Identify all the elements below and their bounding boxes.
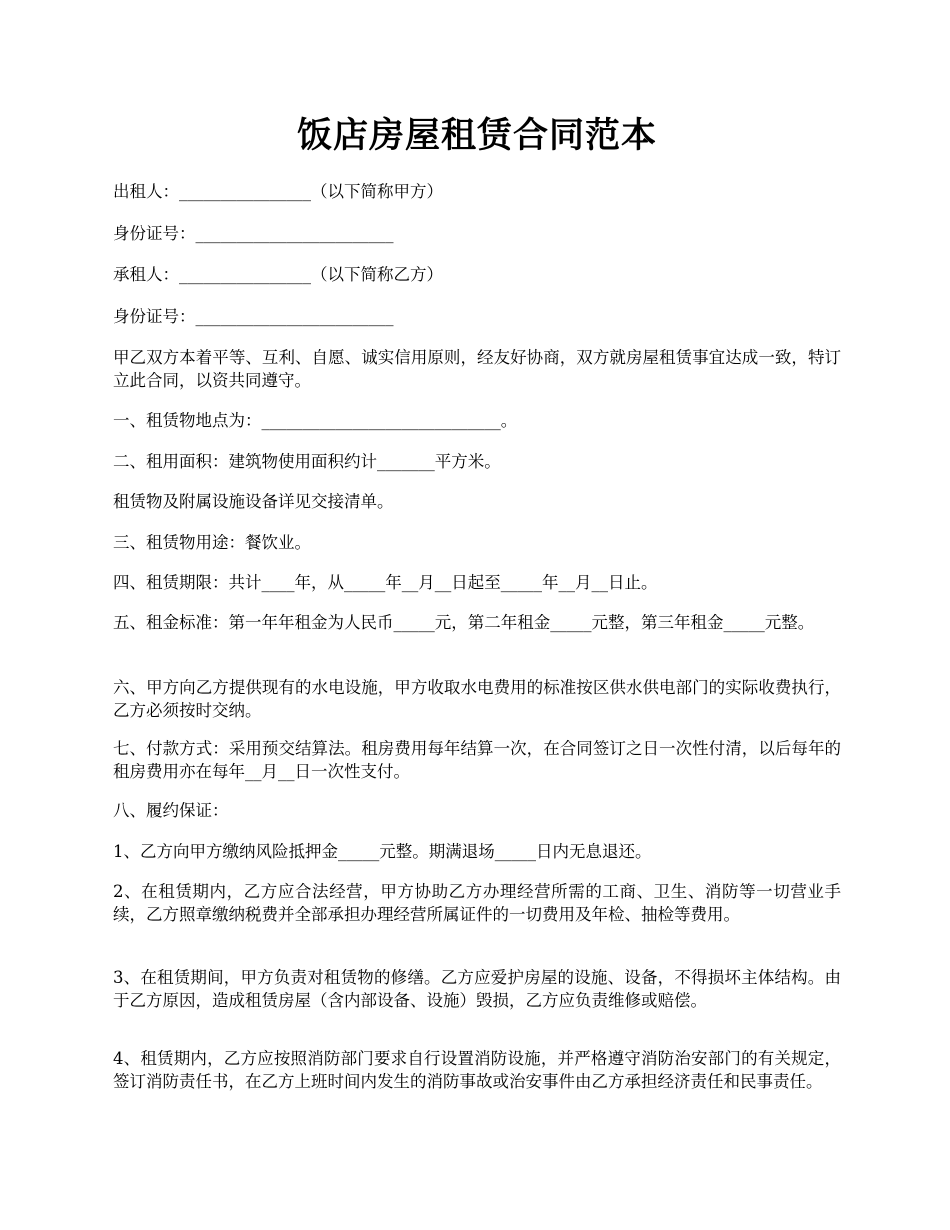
clause-location: 一、租赁物地点为：_____________________________。 xyxy=(113,411,518,430)
guarantee-item-4: 4、租赁期内，乙方应按照消防部门要求自行设置消防设施，并严格遵守消防治安部门的有关规定，签订消防责任书，在乙方上班时间内发生的消防事故或治安事件由乙方承担经济责任和民事责任。 xyxy=(113,1049,841,1091)
guarantee-item-3: 3、在租赁期间，甲方负责对租赁物的修缮。乙方应爱护房屋的设施、设备，不得损坏主体结构。由于乙方原因，造成租赁房屋（含内部设备、设施）毁损，乙方应负责维修或赔偿。 xyxy=(113,968,841,1010)
lessor-id-field: 身份证号：________________________ xyxy=(113,224,394,243)
facilities-note: 租赁物及附属设施设备详见交接清单。 xyxy=(113,492,394,511)
clause-term: 四、租赁期限：共计____年，从_____年__月__日起至_____年__月__日止。 xyxy=(113,573,658,592)
clause-rent: 五、租金标准：第一年年租金为人民币_____元，第二年租金_____元整，第三年租金_____元整。 xyxy=(113,613,815,632)
clause-area: 二、租用面积：建筑物使用面积约计_______平方米。 xyxy=(113,452,501,471)
guarantee-item-1: 1、乙方向甲方缴纳风险抵押金_____元整。期满退场_____日内无息退还。 xyxy=(113,842,652,861)
document-title: 饭店房屋租赁合同范本 xyxy=(296,115,657,156)
guarantee-item-2: 2、在租赁期内，乙方应合法经营，甲方协助乙方办理经营所需的工商、卫生、消防等一切营业手续，乙方照章缴纳税费并全部承担办理经营所属证件的一切费用及年检、抽检等费用。 xyxy=(113,882,841,924)
preamble-paragraph: 甲乙双方本着平等、互利、自愿、诚实信用原则，经友好协商，双方就房屋租赁事宜达成一致，特订立此合同，以资共同遵守。 xyxy=(113,348,841,390)
lessee-field: 承租人：________________（以下简称乙方） xyxy=(113,265,443,284)
clause-guarantee-heading: 八、履约保证： xyxy=(113,801,229,820)
lessee-id-field: 身份证号：________________________ xyxy=(113,307,394,326)
clause-payment: 七、付款方式：采用预交结算法。租房费用每年结算一次，在合同签订之日一次性付清，以后每年的租房费用亦在每年__月__日一次性支付。 xyxy=(113,739,841,781)
clause-utilities: 六、甲方向乙方提供现有的水电设施，甲方收取水电费用的标准按区供水供电部门的实际收费执行，乙方必须按时交纳。 xyxy=(113,678,841,720)
lessor-field: 出租人：________________（以下简称甲方） xyxy=(113,182,443,201)
clause-usage: 三、租赁物用途：餐饮业。 xyxy=(113,533,311,552)
